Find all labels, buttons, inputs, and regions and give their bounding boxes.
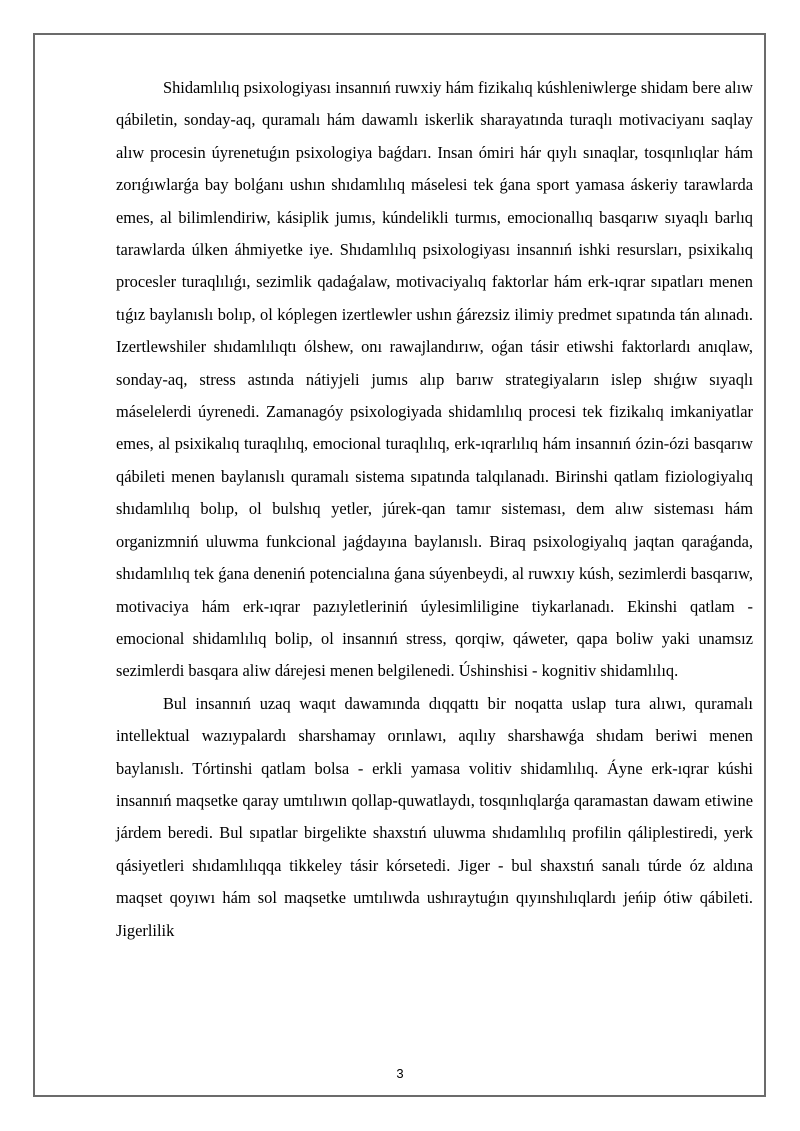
paragraph-1: Shidamlılıq psixologiyası insannıń ruwxiy hám fizikalıq kúshleniwlerge shidam bere alıw qábiletin, sonday-aq, quramalı hám dawamlı iskerlik sharayatında turaqlı motivaciyanı saqlay alıw procesin úyrenetuǵın psixologiya baǵdarı. Insan ómiri hár qıylı sınaqlar, tosqınlıqlar hám zorıǵıwlarǵa bay bolǵanı ushın shıdamlılıq máselesi tek ǵana sport yamasa áskeriy tarawlarda emes, al bilimlendiriw, kásiplik jumıs, kúndelikli turmıs, emocionallıq basqarıw sıyaqlı barlıq tarawlarda úlken áhmiyetke iye. Shıdamlılıq psixologiyası insannıń ishki resursları, psixikalıq procesler turaqlılıǵı, sezimlik qadaǵalaw, motivaciyalıq faktorlar hám erk-ıqrar sıpatları menen tıǵız baylanıslı bolıp, ol kóplegen izertlewler ushın ǵárezsiz ilimiy predmet sıpatında tán alınadı. Izertlewshiler shıdamlılıqtı ólshew, onı rawajlandırıw, oǵan tásir etiwshi faktorlardı anıqlaw, sonday-aq, stress astında nátiyjeli jumıs alıp barıw strategiyaların islep shıǵıw sıyaqlı máselelerdi úyrenedi. Zamanagóy psixologiyada shidamlılıq procesi tek fizikalıq imkaniyatlar emes, al psixikalıq turaqlılıq, emocional turaqlılıq, erk-ıqrarlılıq hám insannıń ózin-ózi basqarıw qábileti menen baylanıslı quramalı sistema sıpatında talqılanadı. Birinshi qatlam fiziologiyalıq shıdamlılıq bolıp, ol bulshıq yetler, júrek-qan tamır sisteması, dem alıw sisteması hám organizmniń uluwma funkcional jaǵdayına baylanıslı. Biraq psixologiyalıq jaqtan qaraǵanda, shıdamlılıq tek ǵana deneniń potencialına ǵana súyenbeydi, al ruwxıy kúsh, sezimlerdi basqarıw, motivaciya hám erk-ıqrar pazıyletleriniń úylesimliligine tiykarlanadı. Ekinshi qatlam - emocional shidamlılıq bolip, ol insannıń stress, qorqiw, qáweter, qapa boliw yaki unamsız sezimlerdi basqara aliw dárejesi menen belgilenedi. Úshinshisi - kognitiv shidamlılıq. xyxy=(116,78,753,681)
paragraph-2: Bul insannıń uzaq waqıt dawamında dıqqattı bir noqatta uslap tura alıwı, quramalı intellektual wazıypalardı sharshamay orınlawı, aqılıy sharshawǵa shıdam beriwi menen baylanıslı. Tórtinshi qatlam bolsa - erkli yamasa volitiv shidamlılıq. Áyne erk-ıqrar kúshi insannıń maqsetke qaray umtılıwın qollap-quwatlaydı, tosqınlıqlarǵa qaramastan dawam etiwine járdem beredi. Bul sıpatlar birgelikte shaxstıń uluwma shıdamlılıq profilin qáliplestiredi, yerk qásiyetleri shıdamlılıqqa tikkeley tásir kórsetedi. Jiger - bul shaxstıń sanalı túrde óz aldına maqset qoyıwı hám sol maqsetke umtılıwda ushıraytuǵın qıyınshılıqlardı jeńip ótiw qábileti. Jigerlilik xyxy=(116,693,753,940)
document-body xyxy=(116,72,753,947)
page-number: 3 xyxy=(396,1066,404,1081)
